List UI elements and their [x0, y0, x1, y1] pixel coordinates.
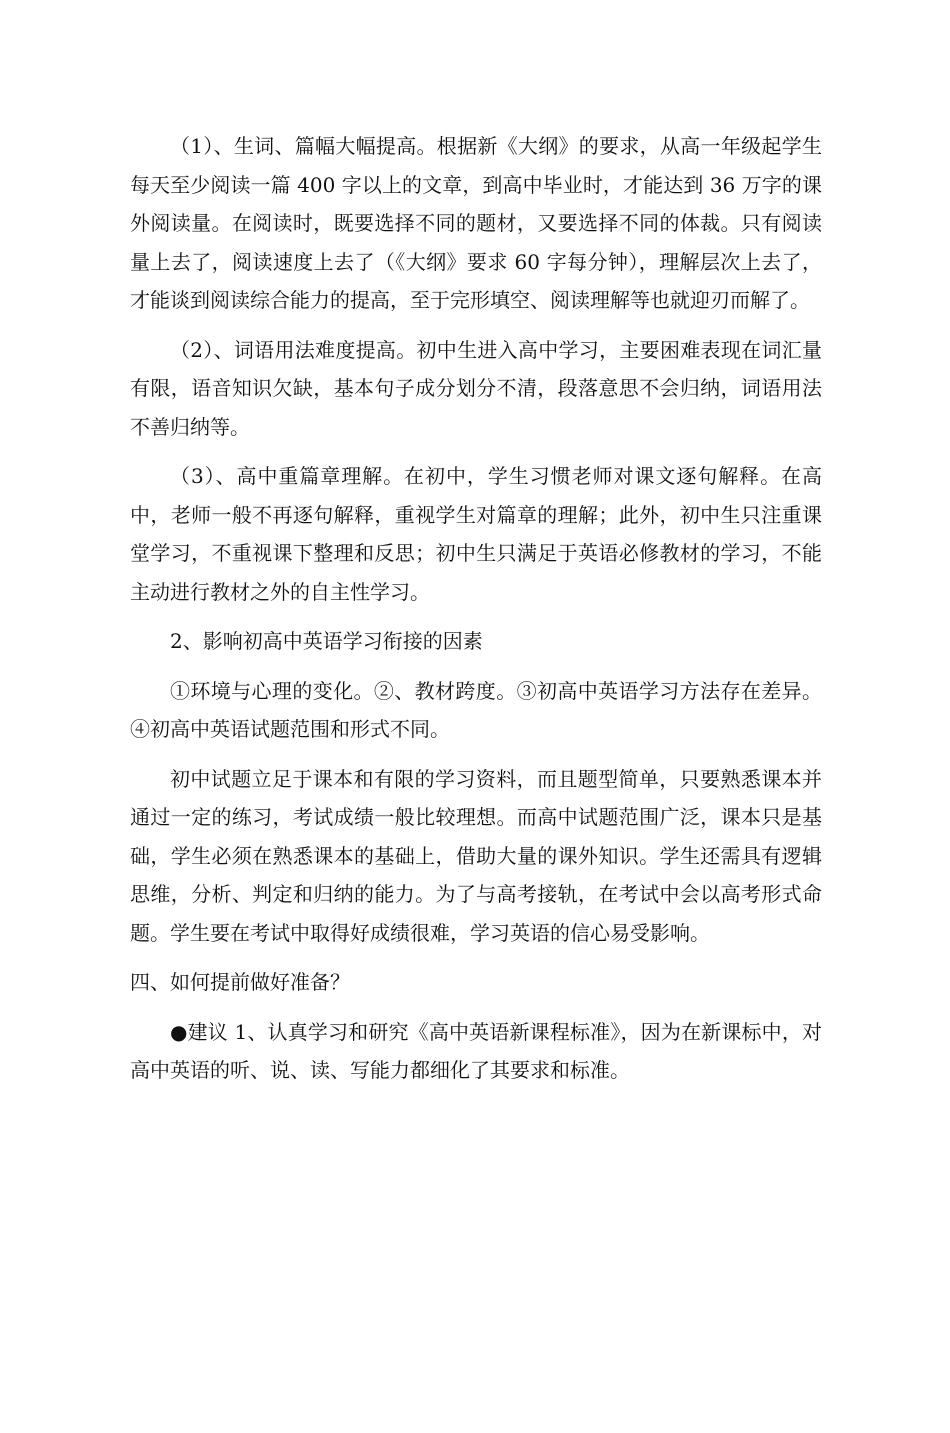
paragraph-factor-list: ①环境与心理的变化。②、教材跨度。③初高中英语学习方法存在差异。④初高中英语试题范围和形式不同。: [130, 678, 822, 741]
document-page: [130, 127, 822, 1101]
paragraph-word-usage: （2）、词语用法难度提高。初中生进入高中学习，主要困难表现在词汇量有限，语音知识欠缺，基本句子成分划分不清，段落意思不会归纳，词语用法不善归纳等。: [130, 337, 822, 439]
subheading-factors: 2、影响初高中英语学习衔接的因素: [170, 629, 483, 653]
paragraph-text-comprehension: （3）、高中重篇章理解。在初中，学生习惯老师对课文逐句解释。在高中，老师一般不再逐句解释，重视学生对篇章的理解；此外，初中生只注重课堂学习，不重视课下整理和反思；初中生只满足于英语必修教材的学习，不能主动进行教材之外的自主性学习。: [130, 464, 822, 604]
paragraph-exam-comparison: 初中试题立足于课本和有限的学习资料，而且题型简单，只要熟悉课本并通过一定的练习，考试成绩一般比较理想。而高中试题范围广泛，课本只是基础，学生必须在熟悉课本的基础上，借助大量的课外知识。学生还需具有逻辑思维，分析、判定和归纳的能力。为了与高考接轨，在考试中会以高考形式命题。学生要在考试中取得好成绩很难，学习英语的信心易受影响。: [130, 766, 822, 945]
section-heading: 四、如何提前做好准备？: [130, 970, 350, 994]
paragraph-suggestion: ●建议 1、认真学习和研究《高中英语新课程标准》，因为在新课标中，对高中英语的听、说、读、写能力都细化了其要求和标准。: [130, 1019, 822, 1082]
paragraph-vocabulary-length: （1）、生词、篇幅大幅提高。根据新《大纲》的要求，从高一年级起学生每天至少阅读一篇 400 字以上的文章，到高中毕业时，才能达到 36 万字的课外阅读量。在阅读时，既要选择不同的题材，又要选择不同的体裁。只有阅读量上去了，阅读速度上去了（《大纲》要求 60 字每分钟），理解层次上去了，才能谈到阅读综合能力的提高，至于完形填空、阅读理解等也就迎刃而解了。: [130, 134, 822, 312]
